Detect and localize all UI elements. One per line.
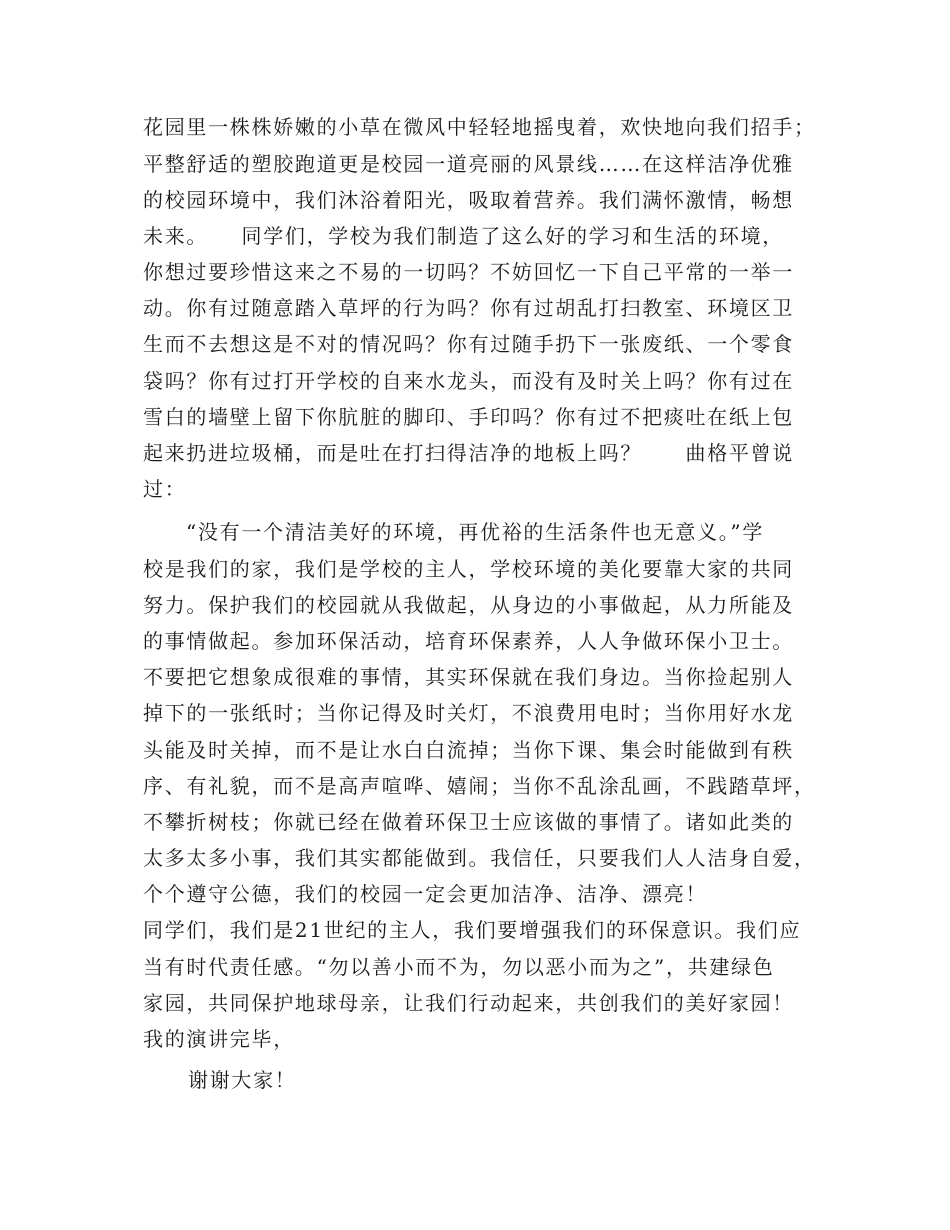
text-line: 生而不去想这是不对的情况吗？你有过随手扔下一张废纸、一个零食 — [143, 332, 794, 356]
text-line: 动。你有过随意踏入草坪的行为吗？你有过胡乱打扫教室、环境区卫 — [143, 296, 794, 320]
text-line: 未来。 同学们，学校为我们制造了这么好的学习和生活的环境， — [143, 224, 784, 248]
text-line: 的事情做起。参加环保活动，培育环保素养，人人争做环保小卫士。 — [143, 629, 794, 653]
text-line: 我的演讲完毕， — [143, 1027, 295, 1051]
text-line: 不要把它想象成很难的事情，其实环保就在我们身边。当你捡起别人 — [143, 665, 794, 689]
text-line: 头能及时关掉，而不是让水白白流掉；当你下课、集会时能做到有秩 — [143, 738, 794, 762]
text-line: 同学们，我们是21世纪的主人，我们要增强我们的环保意识。我们应 — [143, 918, 802, 942]
text-line: 过： — [143, 477, 187, 501]
text-line: 起来扔进垃圾桶，而是吐在打扫得洁净的地板上吗？ 曲格平曾说 — [143, 441, 794, 465]
text-line: 序、有礼貌，而不是高声喧哗、嬉闹；当你不乱涂乱画，不践踏草坪， — [143, 774, 816, 798]
text-line: 掉下的一张纸时；当你记得及时关灯，不浪费用电时；当你用好水龙 — [143, 701, 794, 725]
text-line: 家园，共同保护地球母亲，让我们行动起来，共创我们的美好家园！ — [143, 991, 794, 1015]
text-line: 校是我们的家，我们是学校的主人，学校环境的美化要靠大家的共同 — [143, 557, 794, 581]
text-line: 当有时代责任感。“勿以善小而不为，勿以恶小而为之”，共建绿色 — [143, 955, 775, 979]
text-line: 太多太多小事，我们其实都能做到。我信任，只要我们人人洁身自爱， — [143, 846, 816, 870]
text-line: 个个遵守公德，我们的校园一定会更加洁净、洁净、漂亮！ — [143, 882, 708, 906]
text-line: 平整舒适的塑胶跑道更是校园一道亮丽的风景线……在这样洁净优雅 — [143, 152, 794, 176]
text-line: 不攀折树枝；你就已经在做着环保卫士应该做的事情了。诸如此类的 — [143, 810, 794, 834]
quote-line: “没有一个清洁美好的环境，再优裕的生活条件也无意义。”学 — [186, 520, 765, 544]
text-line: 雪白的墙壁上留下你肮脏的脚印、手印吗？你有过不把痰吐在纸上包 — [143, 405, 794, 429]
text-line: 你想过要珍惜这来之不易的一切吗？不妨回忆一下自己平常的一举一 — [143, 260, 794, 284]
text-line: 花园里一株株娇嫩的小草在微风中轻轻地摇曳着，欢快地向我们招手； — [143, 115, 816, 139]
text-line: 努力。保护我们的校园就从我做起，从身边的小事做起，从力所能及 — [143, 593, 794, 617]
closing-line: 谢谢大家！ — [188, 1068, 297, 1092]
text-line: 袋吗？你有过打开学校的自来水龙头，而没有及时关上吗？你有过在 — [143, 369, 794, 393]
text-line: 的校园环境中，我们沐浴着阳光，吸取着营养。我们满怀激情，畅想 — [143, 188, 794, 212]
